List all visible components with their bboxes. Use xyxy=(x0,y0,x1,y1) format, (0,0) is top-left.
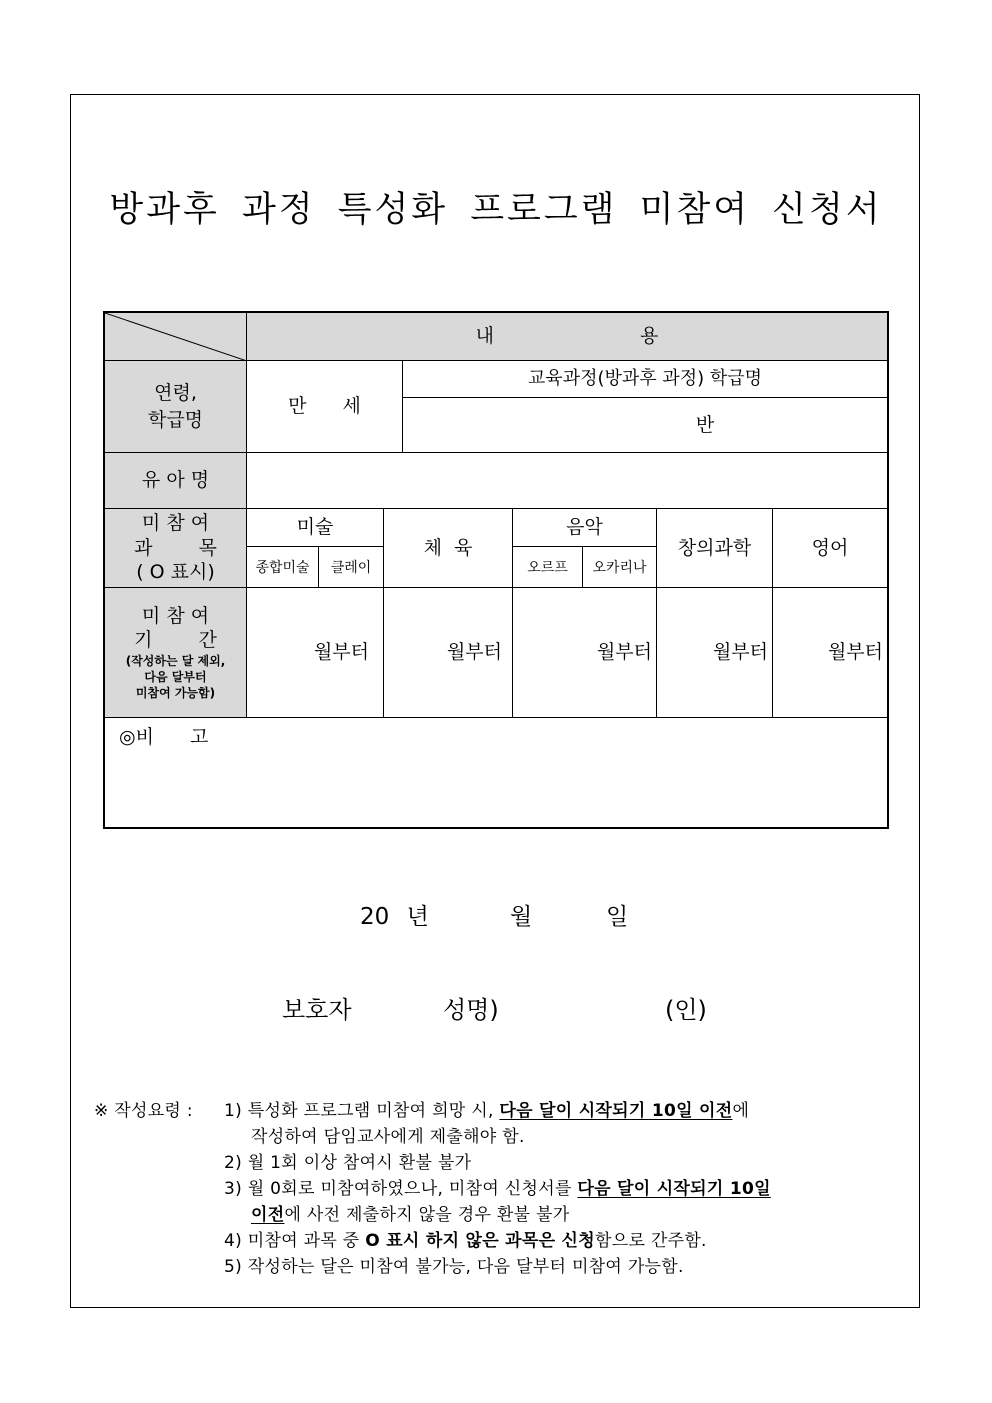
note-1-underlined: 다음 달이 시작되기 10일 이전 xyxy=(499,1101,733,1121)
period-label-line-2: 기 간 xyxy=(134,629,217,652)
subject-science[interactable]: 창의과학 xyxy=(657,509,773,588)
age-input[interactable]: 만 세 xyxy=(247,361,403,453)
period-label xyxy=(105,588,247,718)
note-3-underlined-end: 이전 xyxy=(251,1205,285,1225)
note-3-text: 3) 월 0회로 미참여하였으나, 미참여 신청서를 xyxy=(224,1179,572,1199)
period-note-line-3: 미참여 가능함) xyxy=(135,686,216,701)
note-1-suffix: 에 xyxy=(732,1101,750,1121)
page-title: 방과후 과정 특성화 프로그램 미참여 신청서 xyxy=(109,190,883,230)
note-1-continued: 작성하여 담임교사에게 제출해야 함. xyxy=(251,1127,525,1147)
child-name-input[interactable] xyxy=(247,453,887,509)
subject-pe[interactable]: 체 육 xyxy=(384,509,513,588)
content-header: 내 용 xyxy=(247,313,887,361)
note-5: 5) 작성하는 달은 미참여 불가능, 다음 달부터 미참여 가능함. xyxy=(224,1257,684,1277)
period-science[interactable]: 월부터 xyxy=(657,588,773,718)
note-4 xyxy=(224,1226,707,1251)
period-label-line-1: 미 참 여 xyxy=(141,604,210,627)
note-3-suffix: 에 사전 제출하지 않을 경우 환불 불가 xyxy=(284,1205,570,1225)
age-label: 연령, xyxy=(154,381,197,404)
note-4-text: 4) 미참여 과목 중 xyxy=(224,1231,360,1251)
notes-prefix: ※ 작성요령 : xyxy=(94,1101,193,1121)
child-name-label: 유 아 명 xyxy=(105,453,247,509)
period-english[interactable]: 월부터 xyxy=(773,588,887,718)
subject-music-orff[interactable]: 오르프 xyxy=(513,547,583,588)
period-art[interactable]: 월부터 xyxy=(247,588,384,718)
subject-art: 미술 xyxy=(247,509,384,547)
class-name-header: 교육과정(방과후 과정) 학급명 xyxy=(403,361,887,398)
subject-art-clay[interactable]: 클레이 xyxy=(319,547,384,588)
date-day: 일 xyxy=(606,904,629,930)
period-pe[interactable]: 월부터 xyxy=(384,588,513,718)
note-4-bold: O 표시 하지 않은 과목은 신청 xyxy=(365,1231,596,1251)
class-label: 학급명 xyxy=(147,408,204,431)
period-music[interactable]: 월부터 xyxy=(513,588,657,718)
note-1 xyxy=(224,1096,749,1121)
subject-english[interactable]: 영어 xyxy=(773,509,887,588)
note-4-suffix: 함으로 간주함. xyxy=(595,1231,707,1251)
guardian-name-label: 성명) xyxy=(443,996,499,1024)
age-class-label xyxy=(105,361,247,453)
note-2: 2) 월 1회 이상 참여시 환불 불가 xyxy=(224,1153,472,1173)
subject-label-line-1: 미 참 여 xyxy=(141,511,210,534)
date-year: 20 년 xyxy=(360,904,429,930)
class-name-input[interactable]: 반 xyxy=(403,398,887,453)
note-3-underlined: 다음 달이 시작되기 10일 xyxy=(577,1179,771,1199)
diagonal-header-cell xyxy=(105,313,247,361)
diagonal-line xyxy=(105,313,247,361)
period-note-line-2: 다음 달부터 xyxy=(144,670,207,685)
guardian-label: 보호자 xyxy=(282,996,352,1024)
note-3-continued xyxy=(251,1200,570,1225)
subject-music: 음악 xyxy=(513,509,657,547)
period-note-line-1: (작성하는 달 제외, xyxy=(125,653,226,668)
subject-label xyxy=(105,509,247,588)
note-1-text: 1) 특성화 프로그램 미참여 희망 시, xyxy=(224,1101,494,1121)
note-3 xyxy=(224,1174,771,1199)
subject-label-line-2: 과 목 xyxy=(134,536,217,559)
remarks-field[interactable]: ◎비 고 xyxy=(119,726,209,748)
guardian-seal: (인) xyxy=(665,996,707,1024)
subject-art-general[interactable]: 종합미술 xyxy=(247,547,319,588)
application-table xyxy=(103,311,889,829)
subject-music-ocarina[interactable]: 오카리나 xyxy=(583,547,657,588)
date-month: 월 xyxy=(510,904,533,930)
subject-label-line-3: ( O 표시) xyxy=(136,561,215,584)
